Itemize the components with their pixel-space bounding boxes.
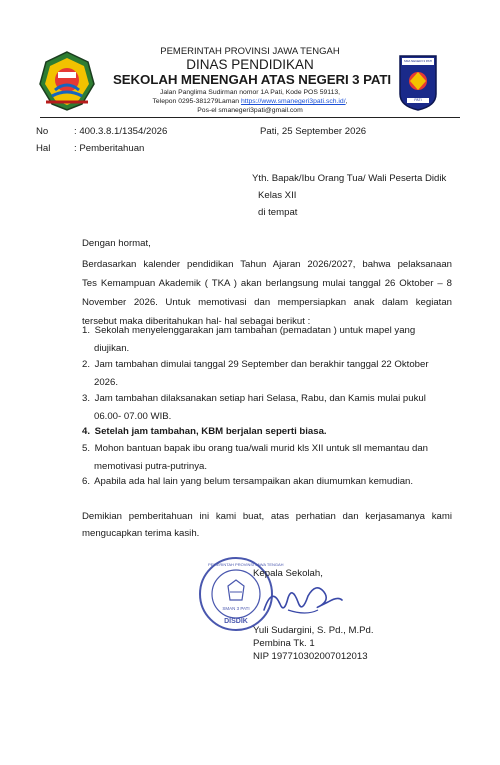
stamp-bottom-text: DISDIK bbox=[224, 618, 248, 625]
list-item-number: 1. bbox=[82, 325, 91, 336]
stamp-top-text: PEMERINTAH PROVINSI JAWA TENGAH bbox=[208, 562, 284, 567]
list-item bbox=[82, 322, 452, 358]
letterhead-divider bbox=[40, 117, 460, 118]
list-item bbox=[82, 423, 452, 441]
list-item-number: 5. bbox=[82, 443, 91, 454]
intro-line-3: November 2026. Untuk memotivasi dan mempersiapkan anak dalam kegiatan bbox=[82, 297, 452, 308]
signatory-rank: Pembina Tk. 1 bbox=[253, 638, 315, 649]
signature-scribble-icon bbox=[258, 580, 348, 620]
list-item bbox=[82, 356, 452, 392]
website-link[interactable]: https://www.smanegeri3pati.sch.id/ bbox=[240, 98, 346, 105]
handwritten-signature bbox=[258, 580, 348, 620]
list-item-number: 4. bbox=[82, 426, 91, 437]
list-item-number: 3. bbox=[82, 393, 91, 404]
right-logo-bottom-text: PATI bbox=[414, 98, 422, 102]
greeting: Dengan hormat, bbox=[82, 238, 151, 249]
list-item-text: Sekolah menyelenggarakan jam tambahan (pemadatan ) untuk mapel yang bbox=[94, 325, 416, 336]
right-logo-text: SMA NEGERI 3 PATI bbox=[403, 59, 433, 63]
subject-value: : Pemberitahuan bbox=[74, 143, 145, 154]
list-item-number: 6. bbox=[82, 476, 91, 487]
list-item-continuation: 06.00- 07.00 WIB. bbox=[94, 411, 172, 422]
list-item-text: Mohon bantuan bapak ibu orang tua/wali murid kls XII untuk sll memantau dan bbox=[94, 443, 428, 454]
list-item-text: Jam tambahan dimulai tanggal 29 September dan berakhir tanggal 22 Oktober bbox=[94, 359, 429, 370]
phone-suffix: , bbox=[345, 98, 348, 105]
signatory-name: Yuli Sudargini, S. Pd., M.Pd. bbox=[253, 625, 374, 636]
recipient-line-3: di tempat bbox=[258, 207, 298, 218]
stamp-sub-text: SMAN 3 PATI bbox=[222, 606, 250, 611]
intro-line-4: tersebut maka diberitahukan hal- hal sebagai berikut : bbox=[82, 316, 311, 327]
recipient-line-1: Yth. Bapak/Ibu Orang Tua/ Wali Peserta Didik bbox=[252, 173, 447, 184]
signatory-title: Kepala Sekolah, bbox=[253, 568, 323, 579]
list-item bbox=[82, 390, 452, 426]
school-email: Pos-el smanegeri3pati@gmail.com bbox=[197, 107, 303, 114]
list-item bbox=[82, 473, 452, 491]
signatory-nip: NIP 197710302007012013 bbox=[253, 651, 368, 662]
school-address: Jalan Panglima Sudirman nomor 1A Pati, Kode POS 59113, bbox=[159, 89, 341, 96]
intro-line-2: Tes Kemampuan Akademik ( TKA ) akan berlangsung mulai tanggal 26 Oktober – 8 bbox=[82, 278, 452, 289]
list-item-text: Setelah jam tambahan, KBM berjalan seperti biasa. bbox=[94, 426, 327, 437]
list-item-text: Apabila ada hal lain yang belum tersampaikan akan diumumkan kemudian. bbox=[94, 476, 414, 487]
list-item-continuation: diujikan. bbox=[94, 343, 130, 354]
letter-date: Pati, 25 September 2026 bbox=[260, 126, 367, 137]
closing-line-2: mengucapkan terima kasih. bbox=[82, 528, 200, 539]
list-item-number: 2. bbox=[82, 359, 91, 370]
government-name: PEMERINTAH PROVINSI JAWA TENGAH bbox=[160, 46, 340, 57]
subject-label: Hal bbox=[36, 143, 51, 154]
list-item-text: Jam tambahan dilaksanakan setiap hari Selasa, Rabu, dan Kamis mulai pukul bbox=[94, 393, 426, 404]
department-name: DINAS PENDIDIKAN bbox=[186, 57, 314, 72]
number-value: : 400.3.8.1/1354/2026 bbox=[74, 126, 168, 137]
right-logo bbox=[398, 54, 438, 112]
recipient-line-2: Kelas XII bbox=[258, 190, 297, 201]
list-item-continuation: memotivasi putra-putrinya. bbox=[94, 461, 208, 472]
list-item bbox=[82, 440, 452, 476]
number-label: No bbox=[36, 126, 49, 137]
school-name: SEKOLAH MENENGAH ATAS NEGERI 3 PATI bbox=[113, 72, 391, 87]
phone-text: Telepon 0295-381279Laman bbox=[152, 98, 241, 105]
closing-line-1: Demikian pemberitahuan ini kami buat, atas perhatian dan kerjasamanya kami bbox=[82, 511, 452, 522]
intro-line-1: Berdasarkan kalender pendidikan Tahun Ajaran 2026/2027, bahwa pelaksanaan bbox=[82, 259, 452, 270]
list-item-continuation: 2026. bbox=[94, 377, 119, 388]
